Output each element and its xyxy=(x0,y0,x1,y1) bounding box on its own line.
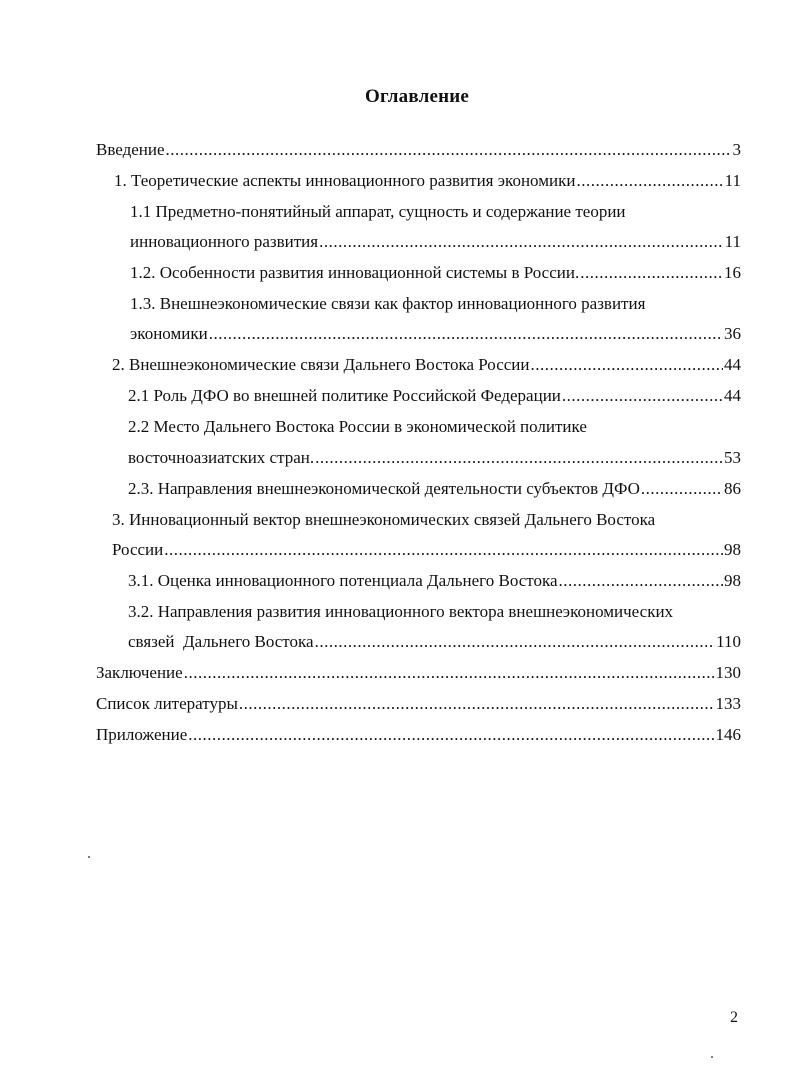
toc-entry-ch3-line1[interactable]: 3. Инновационный вектор внешнеэкономических связей Дальнего Востока xyxy=(112,510,656,529)
toc-label: России xyxy=(112,540,164,559)
scan-speck xyxy=(88,856,90,858)
toc-leader xyxy=(531,350,723,380)
toc-entry-conclusion[interactable] xyxy=(96,658,741,688)
toc-entry-ch2-1[interactable] xyxy=(128,381,741,411)
toc-page: 146 xyxy=(715,725,741,744)
toc-label: Приложение xyxy=(96,725,188,744)
toc-label: Заключение xyxy=(96,663,183,682)
toc-leader xyxy=(164,535,723,565)
toc-label: экономики xyxy=(130,324,208,343)
toc-page: 130 xyxy=(715,663,741,682)
toc-entry-ch3-2-line1[interactable]: 3.2. Направления развития инновационного вектора внешнеэкономических xyxy=(128,602,674,621)
toc-entry-ch1-3[interactable] xyxy=(130,319,741,349)
toc-leader xyxy=(559,566,723,596)
toc-leader xyxy=(315,627,716,657)
toc-leader xyxy=(184,658,715,688)
toc-entry-ch2[interactable] xyxy=(112,350,741,380)
toc-entry-ch3-1[interactable] xyxy=(128,566,741,596)
toc-leader xyxy=(319,227,724,257)
toc-page: 11 xyxy=(724,232,741,251)
toc-leader xyxy=(576,166,723,196)
toc-leader xyxy=(188,720,714,750)
toc-entry-ch2-2-line1[interactable]: 2.2 Место Дальнего Востока России в экономической политике xyxy=(128,417,587,436)
toc-leader xyxy=(239,689,715,719)
toc-page: 11 xyxy=(724,171,741,190)
toc-label: 2. Внешнеэкономические связи Дальнего Востока России xyxy=(112,355,530,374)
toc-entry-ch1-2[interactable] xyxy=(130,258,741,288)
toc-page: 44 xyxy=(724,386,741,405)
toc-entry-ch2-2[interactable] xyxy=(128,443,741,473)
toc-leader xyxy=(580,258,723,288)
toc-entry-ch1[interactable] xyxy=(114,166,741,196)
toc-entry-ch2-3[interactable] xyxy=(128,474,741,504)
toc-label: 3.1. Оценка инновационного потенциала Дальнего Востока xyxy=(128,571,558,590)
toc-page: 98 xyxy=(724,540,741,559)
toc-entry-ch1-1[interactable] xyxy=(130,227,741,257)
toc-label: связей Дальнего Востока xyxy=(128,632,314,651)
toc-page: 16 xyxy=(724,263,741,282)
toc-entry-ch3-2[interactable] xyxy=(128,627,741,657)
toc-leader xyxy=(166,135,732,165)
toc-entry-appendix[interactable] xyxy=(96,720,741,750)
toc-leader xyxy=(315,443,723,473)
toc-entry-ch1-3-line1[interactable]: 1.3. Внешнеэкономические связи как фактор инновационного развития xyxy=(130,294,646,313)
toc-label: инновационного развития xyxy=(130,232,319,251)
toc-page: 44 xyxy=(724,355,741,374)
toc-label: 1. Теоретические аспекты инновационного развития экономики xyxy=(114,171,576,190)
toc-entry-references[interactable] xyxy=(96,689,741,719)
toc-entry-intro[interactable] xyxy=(96,135,741,165)
toc-leader xyxy=(562,381,723,411)
toc-page: 36 xyxy=(724,324,741,343)
toc-label: 1.2. Особенности развития инновационной системы в России. xyxy=(130,263,580,282)
toc-page: 86 xyxy=(724,479,741,498)
toc-label: восточноазиатских стран. xyxy=(128,448,315,467)
toc-entry-ch3[interactable] xyxy=(112,535,741,565)
toc-entry-ch1-1-line1[interactable]: 1.1 Предметно-понятийный аппарат, сущность и содержание теории xyxy=(130,202,626,221)
toc-page: 110 xyxy=(716,632,741,651)
page-title: Оглавление xyxy=(364,86,470,107)
toc-page: 98 xyxy=(724,571,741,590)
toc-label: 2.1 Роль ДФО во внешней политике Российской Федерации xyxy=(128,386,561,405)
toc-label: Введение xyxy=(96,140,165,159)
toc-leader xyxy=(209,319,723,349)
toc-label: 2.3. Направления внешнеэкономической деятельности субъектов ДФО xyxy=(128,479,640,498)
toc-page: 53 xyxy=(724,448,741,467)
toc-leader xyxy=(641,474,723,504)
toc-page: 133 xyxy=(715,694,741,713)
toc-label: Список литературы xyxy=(96,694,238,713)
page-number: 2 xyxy=(730,1009,738,1026)
scan-speck xyxy=(711,1056,713,1058)
toc-page: 3 xyxy=(732,140,741,159)
